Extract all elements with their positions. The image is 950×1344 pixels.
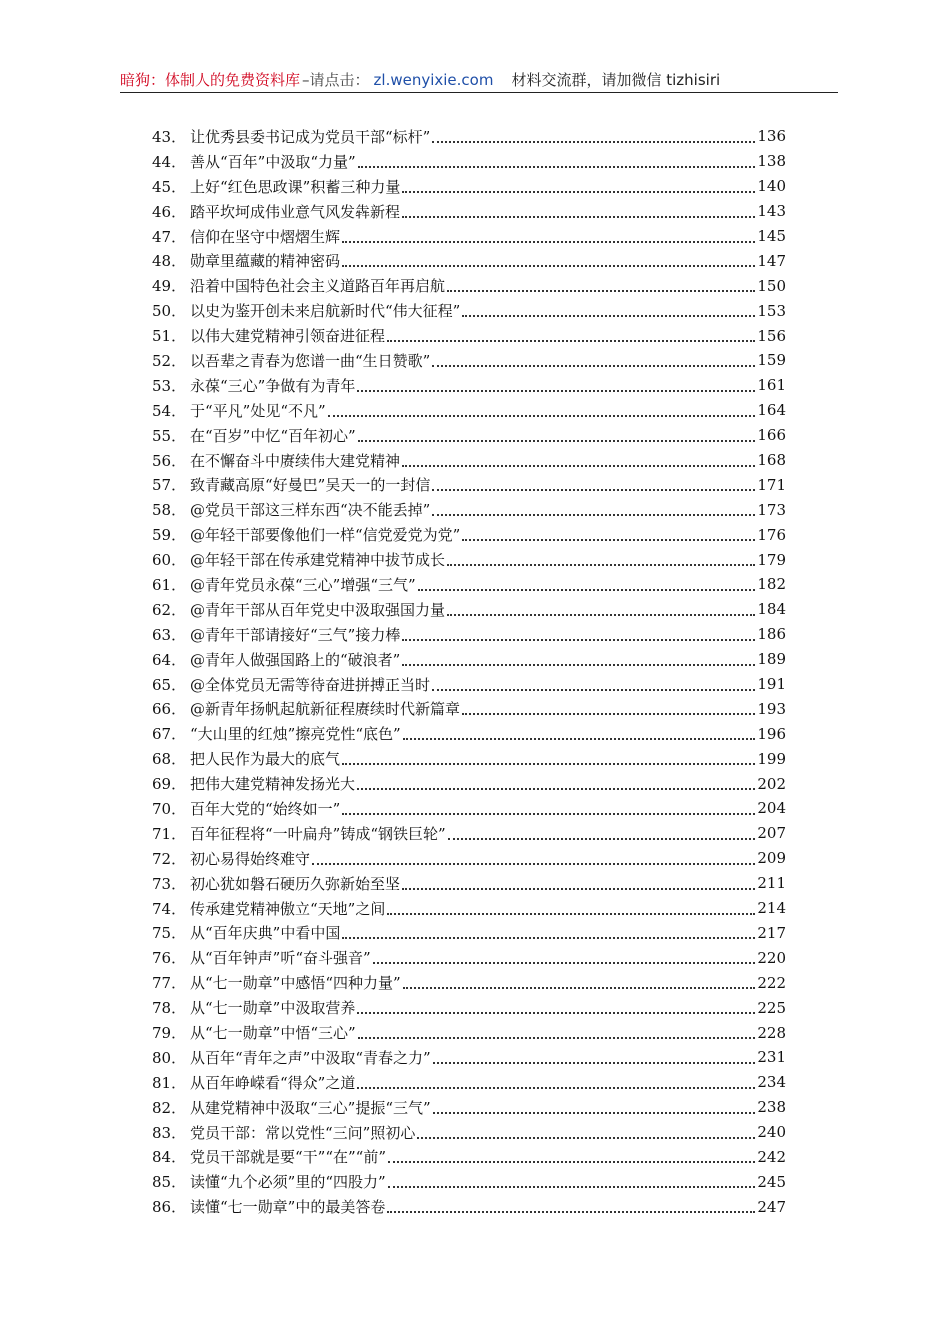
toc-entry-page: 147 xyxy=(757,251,786,270)
toc-entry-page: 207 xyxy=(757,824,786,843)
toc-entry[interactable] xyxy=(152,796,786,821)
toc-entry-title: 以吾辈之青春为您谱一曲“生日赞歌” xyxy=(190,351,431,370)
toc-entry-page: 171 xyxy=(757,475,786,494)
toc-entry-title: @年轻干部要像他们一样“信党爱党为党” xyxy=(190,526,461,545)
toc-leader-dots xyxy=(433,1111,756,1114)
toc-entry-page: 191 xyxy=(757,675,786,694)
toc-leader-dots xyxy=(357,389,755,392)
toc-leader-dots xyxy=(432,688,755,691)
toc-entry-number: 62． xyxy=(152,600,187,619)
toc-entry-title: 读懂“九个必须”里的“四股力” xyxy=(190,1173,386,1192)
toc-entry-number: 72． xyxy=(152,849,187,868)
toc-entry-page: 182 xyxy=(757,575,786,594)
toc-leader-dots xyxy=(402,190,755,193)
toc-entry-number: 44． xyxy=(152,152,187,171)
toc-leader-dots xyxy=(373,961,756,964)
toc-leader-dots xyxy=(357,1086,755,1089)
toc-entry-title: 在不懈奋斗中赓续伟大建党精神 xyxy=(190,451,401,470)
toc-entry[interactable] xyxy=(152,647,786,672)
toc-entry-title: 从百年峥嵘看“得众”之道 xyxy=(190,1073,356,1092)
toc-entry-number: 51． xyxy=(152,327,187,346)
toc-entry[interactable] xyxy=(152,597,786,622)
toc-entry-title: 善从“百年”中汲取“力量” xyxy=(190,152,356,171)
toc-leader-dots xyxy=(357,787,755,790)
toc-entry-page: 222 xyxy=(757,973,786,992)
toc-entry-number: 46． xyxy=(152,202,187,221)
table-of-contents xyxy=(152,124,786,1219)
toc-entry-number: 86． xyxy=(152,1198,187,1217)
toc-entry-title: 以伟大建党精神引领奋进征程 xyxy=(190,327,386,346)
toc-entry-page: 145 xyxy=(757,227,786,245)
toc-entry[interactable] xyxy=(152,1020,786,1045)
toc-entry-title: 让优秀县委书记成为党员干部“标杆” xyxy=(190,127,431,146)
toc-entry[interactable] xyxy=(152,871,786,896)
toc-entry-number: 60． xyxy=(152,551,187,570)
toc-leader-dots xyxy=(462,712,755,715)
toc-entry-number: 59． xyxy=(152,526,187,545)
toc-entry-page: 225 xyxy=(757,998,786,1017)
toc-entry-number: 77． xyxy=(152,974,187,993)
toc-entry-number: 66． xyxy=(152,700,187,719)
toc-leader-dots xyxy=(432,488,755,491)
toc-entry-title: @青年党员永葆“三心”增强“三气” xyxy=(190,575,416,594)
toc-entry-page: 138 xyxy=(757,152,786,171)
toc-leader-dots xyxy=(402,464,755,467)
toc-entry[interactable] xyxy=(152,522,786,547)
toc-entry-page: 242 xyxy=(757,1147,786,1166)
toc-entry-title: 党员干部就是要“干”“在”“前” xyxy=(190,1148,387,1167)
toc-entry[interactable] xyxy=(152,721,786,746)
toc-leader-dots xyxy=(342,812,755,815)
toc-leader-dots xyxy=(342,762,755,765)
toc-entry-number: 83． xyxy=(152,1123,187,1142)
toc-entry-page: 166 xyxy=(757,426,786,445)
toc-entry[interactable] xyxy=(152,746,786,771)
toc-leader-dots xyxy=(462,538,755,541)
toc-entry-title: 百年征程将“一叶扁舟”铸成“钢铁巨轮” xyxy=(190,824,446,843)
toc-entry-number: 75． xyxy=(152,924,187,943)
toc-entry[interactable] xyxy=(152,298,786,323)
toc-entry[interactable] xyxy=(152,896,786,921)
toc-leader-dots xyxy=(402,663,755,666)
toc-entry-page: 186 xyxy=(757,625,786,644)
toc-entry-title: 从“百年庆典”中看中国 xyxy=(190,924,341,943)
toc-leader-dots xyxy=(387,1210,755,1213)
toc-entry-title: 永葆“三心”争做有为青年 xyxy=(190,376,356,395)
toc-entry[interactable] xyxy=(152,1169,786,1194)
toc-entry-page: 234 xyxy=(757,1073,786,1092)
toc-entry-page: 209 xyxy=(757,849,786,868)
toc-entry-page: 238 xyxy=(757,1098,786,1117)
toc-entry[interactable] xyxy=(152,1145,786,1170)
toc-entry-number: 64． xyxy=(152,650,187,669)
toc-entry-number: 48． xyxy=(152,252,187,271)
toc-entry-title: 初心易得始终难守 xyxy=(190,849,311,868)
toc-entry-number: 49． xyxy=(152,277,187,296)
toc-entry-number: 74． xyxy=(152,899,187,918)
page-header xyxy=(120,68,838,93)
toc-entry-page: 173 xyxy=(757,500,786,519)
toc-entry-page: 140 xyxy=(757,177,786,196)
toc-entry[interactable] xyxy=(152,448,786,473)
toc-entry-number: 58． xyxy=(152,501,187,520)
toc-entry[interactable] xyxy=(152,373,786,398)
toc-entry-number: 63． xyxy=(152,625,187,644)
toc-leader-dots xyxy=(447,613,755,616)
toc-entry-title: 从“七一勋章”中汲取营养 xyxy=(190,999,356,1018)
toc-entry-title: 以史为鉴开创未来启航新时代“伟大征程” xyxy=(190,302,461,321)
toc-entry[interactable] xyxy=(152,273,786,298)
toc-entry-page: 161 xyxy=(757,376,786,395)
toc-leader-dots xyxy=(403,737,756,740)
toc-entry-title: @新青年扬帆起航新征程赓续时代新篇章 xyxy=(190,700,461,719)
toc-entry-page: 220 xyxy=(757,948,786,967)
toc-entry-title: 上好“红色思政课”积蓄三种力量 xyxy=(190,177,401,196)
toc-entry[interactable] xyxy=(152,1070,786,1095)
toc-leader-dots xyxy=(357,1011,755,1014)
toc-entry-page: 202 xyxy=(757,774,786,793)
toc-entry-number: 67． xyxy=(152,725,187,744)
toc-entry[interactable] xyxy=(152,771,786,796)
toc-entry-title: 在“百岁”中忆“百年初心” xyxy=(190,426,356,445)
toc-entry-page: 247 xyxy=(757,1197,786,1216)
header-brand: 暗狗：体制人的免费资料库 xyxy=(120,71,301,89)
toc-leader-dots xyxy=(418,588,756,591)
toc-leader-dots xyxy=(402,887,755,890)
toc-entry-page: 204 xyxy=(757,799,786,818)
toc-entry-page: 193 xyxy=(757,699,786,718)
toc-leader-dots xyxy=(358,165,756,168)
toc-entry-number: 52． xyxy=(152,351,187,370)
toc-entry-number: 84． xyxy=(152,1148,187,1167)
toc-entry-number: 61． xyxy=(152,575,187,594)
toc-leader-dots xyxy=(358,1036,756,1039)
toc-leader-dots xyxy=(402,638,755,641)
toc-leader-dots xyxy=(342,936,755,939)
header-contact: 材料交流群，请加微信 tizhisiri xyxy=(511,71,721,89)
toc-entry[interactable] xyxy=(152,1194,786,1219)
toc-entry-number: 65． xyxy=(152,675,187,694)
toc-entry-number: 81． xyxy=(152,1073,187,1092)
toc-entry-number: 79． xyxy=(152,1024,187,1042)
toc-entry[interactable] xyxy=(152,149,786,174)
toc-entry-title: 信仰在坚守中熠熠生辉 xyxy=(190,227,341,246)
toc-entry-title: @全体党员无需等待奋进拼搏正当时 xyxy=(190,675,431,694)
toc-entry-number: 47． xyxy=(152,227,187,246)
toc-entry-title: 沿着中国特色社会主义道路百年再启航 xyxy=(190,277,446,296)
toc-entry-title: 踏平坎坷成伟业意气风发犇新程 xyxy=(190,202,401,221)
toc-entry[interactable] xyxy=(152,821,786,846)
toc-leader-dots xyxy=(388,1160,755,1163)
toc-entry-number: 56． xyxy=(152,451,187,470)
toc-leader-dots xyxy=(387,339,755,342)
toc-entry-page: 196 xyxy=(757,724,786,743)
toc-entry[interactable] xyxy=(152,1045,786,1070)
toc-entry-page: 211 xyxy=(757,874,786,893)
toc-entry[interactable] xyxy=(152,622,786,647)
toc-entry-title: 从“百年钟声”听“奋斗强音” xyxy=(190,949,371,968)
toc-entry-number: 78． xyxy=(152,999,187,1018)
toc-entry-page: 159 xyxy=(757,351,786,370)
toc-leader-dots xyxy=(403,986,756,989)
toc-entry-title: 把伟大建党精神发扬光大 xyxy=(190,775,356,794)
toc-leader-dots xyxy=(447,563,755,566)
toc-entry-page: 156 xyxy=(757,326,786,345)
toc-entry-number: 53． xyxy=(152,376,187,395)
toc-entry[interactable] xyxy=(152,945,786,970)
toc-leader-dots xyxy=(432,140,755,143)
toc-leader-dots xyxy=(388,1185,756,1188)
toc-entry-page: 217 xyxy=(757,923,786,942)
toc-entry-title: @青年干部请接好“三气”接力棒 xyxy=(190,625,401,644)
toc-entry[interactable] xyxy=(152,224,786,249)
toc-entry-page: 245 xyxy=(757,1172,786,1191)
toc-entry-page: 189 xyxy=(757,650,786,669)
toc-leader-dots xyxy=(432,364,755,367)
toc-entry-title: 勋章里蕴藏的精神密码 xyxy=(190,252,341,271)
toc-entry-number: 71． xyxy=(152,824,187,843)
toc-leader-dots xyxy=(342,240,755,243)
toc-entry-number: 85． xyxy=(152,1173,187,1192)
toc-entry-title: @党员干部这三样东西“决不能丢掉” xyxy=(190,501,431,520)
toc-leader-dots xyxy=(433,1061,756,1064)
toc-entry-title: 从建党精神中汲取“三心”提振“三气” xyxy=(190,1098,431,1117)
toc-entry-title: 党员干部：常以党性“三问”照初心 xyxy=(190,1123,416,1142)
toc-entry-title: 从“七一勋章”中感悟“四种力量” xyxy=(190,974,401,993)
toc-entry-number: 70． xyxy=(152,799,187,818)
toc-leader-dots xyxy=(312,862,755,865)
header-url-link[interactable]: zl.wenyixie.com xyxy=(373,71,494,89)
toc-entry-number: 73． xyxy=(152,874,187,893)
toc-entry-page: 240 xyxy=(757,1123,786,1142)
toc-leader-dots xyxy=(447,289,755,292)
toc-entry-number: 43． xyxy=(152,127,187,146)
toc-entry-title: 传承建党精神傲立“天地”之间 xyxy=(190,899,386,918)
toc-entry-number: 69． xyxy=(152,775,187,794)
toc-entry-title: 于“平凡”处见“不凡” xyxy=(190,401,326,420)
toc-entry-title: 初心犹如磐石硬历久弥新始至坚 xyxy=(190,874,401,893)
toc-entry[interactable] xyxy=(152,497,786,522)
toc-entry-title: 读懂“七一勋章”中的最美答卷 xyxy=(190,1198,386,1217)
toc-entry-page: 199 xyxy=(757,749,786,768)
toc-entry-number: 54． xyxy=(152,401,187,420)
toc-leader-dots xyxy=(462,314,755,317)
toc-entry-page: 136 xyxy=(757,127,786,146)
toc-entry[interactable] xyxy=(152,1095,786,1120)
toc-entry-number: 57． xyxy=(152,476,187,495)
toc-entry[interactable] xyxy=(152,547,786,572)
toc-entry-page: 150 xyxy=(757,276,786,295)
toc-entry[interactable] xyxy=(152,124,786,149)
toc-entry[interactable] xyxy=(152,248,786,273)
toc-leader-dots xyxy=(417,1136,755,1139)
toc-leader-dots xyxy=(342,264,755,267)
toc-entry[interactable] xyxy=(152,199,786,224)
toc-entry[interactable] xyxy=(152,921,786,946)
toc-entry[interactable] xyxy=(152,672,786,697)
toc-entry-title: 从百年“青年之声”中汲取“青春之力” xyxy=(190,1048,431,1067)
toc-entry[interactable] xyxy=(152,323,786,348)
toc-leader-dots xyxy=(387,912,755,915)
toc-entry-page: 153 xyxy=(757,301,786,320)
toc-entry[interactable] xyxy=(152,995,786,1020)
toc-entry-number: 55． xyxy=(152,426,187,445)
toc-entry[interactable] xyxy=(152,970,786,995)
toc-entry[interactable] xyxy=(152,696,786,721)
toc-entry-number: 45． xyxy=(152,177,187,196)
toc-entry-page: 228 xyxy=(757,1023,786,1042)
toc-entry[interactable] xyxy=(152,846,786,871)
toc-entry-page: 168 xyxy=(757,451,786,470)
toc-entry-title: 从“七一勋章”中悟“三心” xyxy=(190,1024,356,1042)
toc-entry[interactable] xyxy=(152,472,786,497)
toc-entry-title: “大山里的红烛”擦亮党性“底色” xyxy=(190,725,401,744)
toc-entry[interactable] xyxy=(152,1120,786,1145)
toc-entry-page: 184 xyxy=(757,600,786,619)
toc-leader-dots xyxy=(358,439,756,442)
toc-entry-number: 80． xyxy=(152,1048,187,1067)
toc-entry-page: 231 xyxy=(757,1048,786,1067)
toc-leader-dots xyxy=(432,513,755,516)
toc-entry-title: @青年干部从百年党史中汲取强国力量 xyxy=(190,600,446,619)
toc-entry[interactable] xyxy=(152,348,786,373)
toc-leader-dots xyxy=(402,215,755,218)
toc-entry-page: 214 xyxy=(757,899,786,918)
toc-leader-dots xyxy=(448,837,756,840)
toc-entry-title: @年轻干部在传承建党精神中拔节成长 xyxy=(190,551,446,570)
header-click-prompt: –请点击： xyxy=(302,71,370,89)
toc-entry[interactable] xyxy=(152,398,786,423)
toc-entry-page: 176 xyxy=(757,525,786,544)
toc-entry-number: 76． xyxy=(152,949,187,968)
toc-entry[interactable] xyxy=(152,174,786,199)
toc-entry-page: 164 xyxy=(757,401,786,420)
toc-entry-number: 50． xyxy=(152,302,187,321)
toc-entry-page: 179 xyxy=(757,550,786,569)
toc-entry-title: 把人民作为最大的底气 xyxy=(190,750,341,769)
toc-entry[interactable] xyxy=(152,423,786,448)
toc-entry-number: 68． xyxy=(152,750,187,769)
toc-entry[interactable] xyxy=(152,572,786,597)
toc-leader-dots xyxy=(328,414,756,417)
toc-entry-title: 百年大党的“始终如一” xyxy=(190,799,341,818)
toc-entry-title: @青年人做强国路上的“破浪者” xyxy=(190,650,401,669)
toc-entry-page: 143 xyxy=(757,202,786,221)
toc-entry-number: 82． xyxy=(152,1098,187,1117)
toc-entry-title: 致青藏高原“好曼巴”吴天一的一封信 xyxy=(190,476,431,495)
